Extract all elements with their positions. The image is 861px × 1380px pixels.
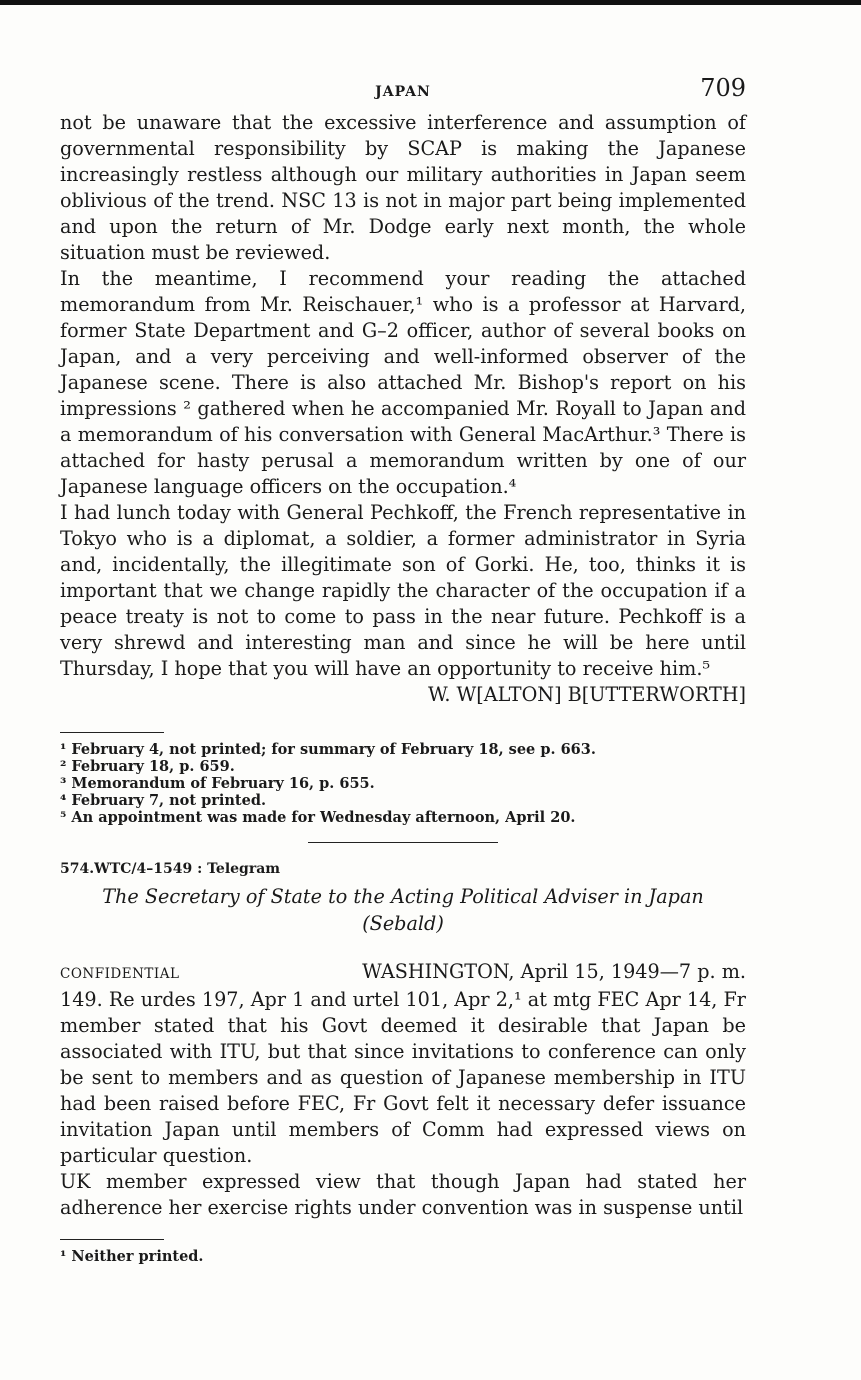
body-paragraph-3: I had lunch today with General Pechkoff, the French representative in Tokyo who is a diplomat, a soldier, a former administrator in Syria and, incidentally, the illegitimate son of Gorki. He, too, thinks it is important that we change rapidly the character of the occupation if a peace treaty is not to come to pass in the near future. Pechkoff is a very shrewd and interesting man and since he will be here until Thursday, I hope that you will have an opportunity to receive him.⁵ bbox=[60, 501, 746, 680]
footnote-divider bbox=[60, 732, 164, 733]
dateline-row bbox=[60, 959, 746, 985]
section-divider bbox=[308, 842, 498, 843]
footnote: ⁴ February 7, not printed. bbox=[60, 792, 267, 809]
telegram-paragraph-2: UK member expressed view that though Japan had stated her adherence her exercise rights under convention was in suspense until bbox=[60, 1170, 746, 1219]
footnote: ³ Memorandum of February 16, p. 655. bbox=[60, 775, 375, 792]
footnote: ⁵ An appointment was made for Wednesday afternoon, April 20. bbox=[60, 809, 576, 826]
page-number: 709 bbox=[700, 74, 746, 102]
footnote: ² February 18, p. 659. bbox=[60, 758, 235, 775]
classification: CONFIDENTIAL bbox=[60, 966, 180, 982]
document-title: The Secretary of State to the Acting Political Adviser in Japan (Sebald) bbox=[102, 885, 704, 935]
footnote: ¹ February 4, not printed; for summary of February 18, see p. 663. bbox=[60, 741, 596, 758]
footnote-divider bbox=[60, 1239, 164, 1240]
telegram-paragraph-1: 149. Re urdes 197, Apr 1 and urtel 101, Apr 2,¹ at mtg FEC Apr 14, Fr member stated that his Govt deemed it desirable that Japan be associated with ITU, but that since invitations to conference can only be sent to members and as question of Japanese membership in ITU had been raised before FEC, Fr Govt felt it necessary defer issuance invitation Japan until members of Comm had expressed views on particular question. bbox=[60, 988, 746, 1167]
running-head: JAPAN bbox=[375, 84, 431, 100]
page-header bbox=[60, 74, 746, 110]
signature: W. W[ALTON] B[UTTERWORTH] bbox=[427, 683, 746, 706]
body-paragraph-1: not be unaware that the excessive interference and assumption of governmental responsibility by SCAP is making the Japanese increasingly restless although our military authorities in Japan seem oblivious of the trend. NSC 13 is not in major part being implemented and upon the return of Mr. Dodge early next month, the whole situation must be reviewed. bbox=[60, 111, 746, 264]
top-border bbox=[0, 0, 861, 5]
dateline: WASHINGTON, April 15, 1949—7 p. m. bbox=[362, 960, 746, 983]
file-reference: 574.WTC/4–1549 : Telegram bbox=[60, 861, 281, 877]
body-paragraph-2: In the meantime, I recommend your reading the attached memorandum from Mr. Reischauer,¹ who is a professor at Harvard, former State Department and G–2 officer, author of several books on Japan, and a very perceiving and well-informed observer of the Japanese scene. There is also attached Mr. Bishop's report on his impressions ² gathered when he accompanied Mr. Royall to Japan and a memorandum of his conversation with General MacArthur.³ There is attached for hasty perusal a memorandum written by one of our Japanese language officers on the occupation.⁴ bbox=[60, 267, 746, 498]
footnote: ¹ Neither printed. bbox=[60, 1248, 204, 1265]
document-page bbox=[60, 74, 746, 1265]
